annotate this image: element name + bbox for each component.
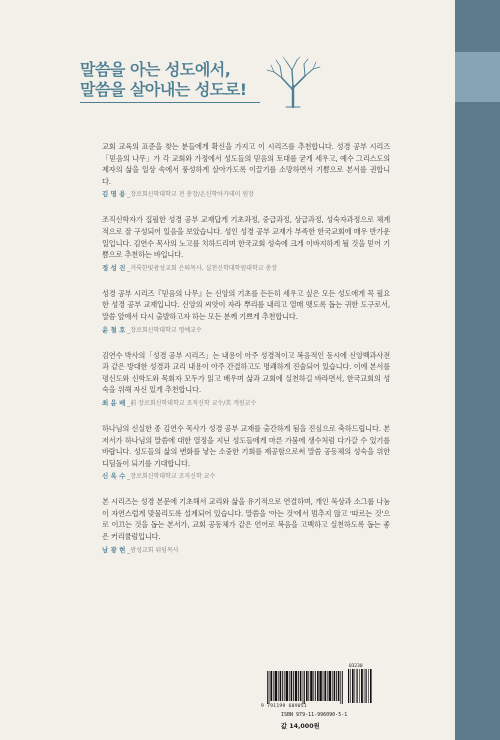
endorsement-1 — [102, 141, 390, 200]
endorsement-signature — [102, 471, 390, 482]
endorser-title: _광성교회 위임목사 — [127, 546, 179, 554]
endorsement-signature — [102, 545, 390, 556]
endorser-title: _거룩한빛광성교회 은퇴목사, 실천신학대학원대학교 총장 — [127, 264, 278, 272]
endorsement-text: 김연수 박사의「성경 공부 시리즈」는 내용이 아주 성경적이고 복음적인 동시에 신앙백과사전과 같은 방대한 성경과 교리 내용이 아주 간결하고도 명쾌하게 진술되어 있습니다. 이에 본서를 평신도와 신학도와 목회자 모두가 읽고 배우며 삶과 교회에 실천하길 바라면서, 한국교회의 성숙을 위해 자신 있게 추천합니다. — [102, 350, 390, 395]
endorser-name: 정 성 진 — [102, 263, 126, 272]
spine-band — [455, 0, 500, 740]
addon-digits: 03230 — [349, 664, 363, 669]
endorsement-list — [102, 141, 390, 570]
endorsement-text: 조직신학자가 집필한 성경 공부 교재답게 기초과정, 중급과정, 상급과정, 성숙자과정으로 체계적으로 잘 구성되어 있음을 보았습니다. 성인 성경 공부 교재가 부족한 한국교회에 매우 반가운 일입니다. 김연수 목사의 노고를 치하드리며 한국교회 성숙에 크게 이바지하게 될 것을 믿어 기쁨으로 추천하는 바입니다. — [102, 215, 390, 260]
endorsement-signature — [102, 398, 390, 409]
endorsement-text: 본 시리즈는 성경 본문에 기초해서 교리와 삶을 유기적으로 연결하며, 개인 묵상과 소그룹 나눔이 자연스럽게 맞물리도록 설계되어 있습니다. 말씀을 '아는 것'에서 멈추지 않고 '따르는 것'으로 이끄는 것을 돕는 본서가, 교회 공동체가 같은 언어로 복음을 고백하고 실천하도록 돕는 좋은 커리큘럼입니다. — [102, 497, 390, 542]
addon-barcode — [347, 669, 373, 703]
headline-line-2: 말씀을 살아내는 성도로! — [80, 80, 247, 99]
endorsement-signature — [102, 263, 390, 274]
main-barcode — [267, 671, 345, 704]
headline-line-1: 말씀을 아는 성도에서, — [80, 60, 231, 79]
endorsement-signature — [102, 189, 390, 200]
endorsement-text: 하나님의 신실한 종 김연수 목사가 성경 공부 교재를 출간하게 됨을 진심으로 축하드립니다. 본 저서가 하나님의 말씀에 대한 열정을 지닌 성도들에게 마른 가뭄에 생수처럼 다가갈 수 있기를 바랍니다. 성도들의 삶의 변화를 낳는 소중한 기회를 제공함으로써 말씀 공동체의 성숙을 위한 디딤돌이 되기를 기대합니다. — [102, 423, 390, 468]
headline — [80, 60, 280, 100]
isbn-barcode — [261, 664, 373, 730]
endorser-name: 김 명 용 — [102, 190, 126, 199]
endorser-name: 최 윤 배 — [102, 398, 126, 407]
barcode-digits: 9 791199 609051 — [261, 704, 307, 709]
tree-icon — [262, 56, 324, 108]
headline-rule — [80, 102, 260, 103]
price-label: 값 14,000원 — [281, 723, 320, 730]
endorsement-text: 성경 공부 시리즈『믿음의 나무』는 신앙의 기초를 든든히 세우고 싶은 모든 성도에게 꼭 필요한 성경 공부 교재입니다. 신앙의 씨앗이 자라 뿌리를 내리고 열매 맺도록 돕는 귀한 도구로서, 말씀 앞에서 다시 출발하고자 하는 모든 분께 기쁘게 추천합니다. — [102, 288, 390, 321]
endorsement-2 — [102, 214, 390, 273]
endorser-name: 신 옥 수 — [102, 472, 126, 481]
isbn-number: ISBN 979-11-996090-5-1 — [281, 712, 348, 718]
endorsement-4 — [102, 350, 390, 409]
endorsement-signature — [102, 325, 390, 336]
endorser-title: _前 장로회신학대학교 조직신학 교수/美 객원교수 — [127, 399, 257, 407]
endorser-title: _장로회신학대학교 조직신학 교수 — [127, 473, 216, 481]
endorser-title: _장로회신학대학교 전 총장/온신학아카데미 원장 — [127, 191, 254, 199]
endorsement-3 — [102, 288, 390, 336]
endorser-title: _장로회신학대학교 명예교수 — [127, 326, 202, 334]
endorsement-5 — [102, 423, 390, 482]
endorser-name: 남 광 현 — [102, 545, 126, 554]
spine-accent — [455, 52, 500, 102]
endorser-name: 윤 철 호 — [102, 325, 126, 334]
endorsement-text: 교회 교육의 표준을 찾는 분들에게 확신을 가지고 이 시리즈를 추천합니다. 성경 공부 시리즈「믿음의 나무」가 각 교회와 가정에서 성도들의 믿음의 토대를 굳게 세우고, 예수 그리스도의 제자의 삶을 일상 속에서 풍성하게 살아가도록 이끌기를 소망하면서 기쁨으로 본서를 권합니다. — [102, 142, 390, 186]
endorsement-6 — [102, 496, 390, 555]
